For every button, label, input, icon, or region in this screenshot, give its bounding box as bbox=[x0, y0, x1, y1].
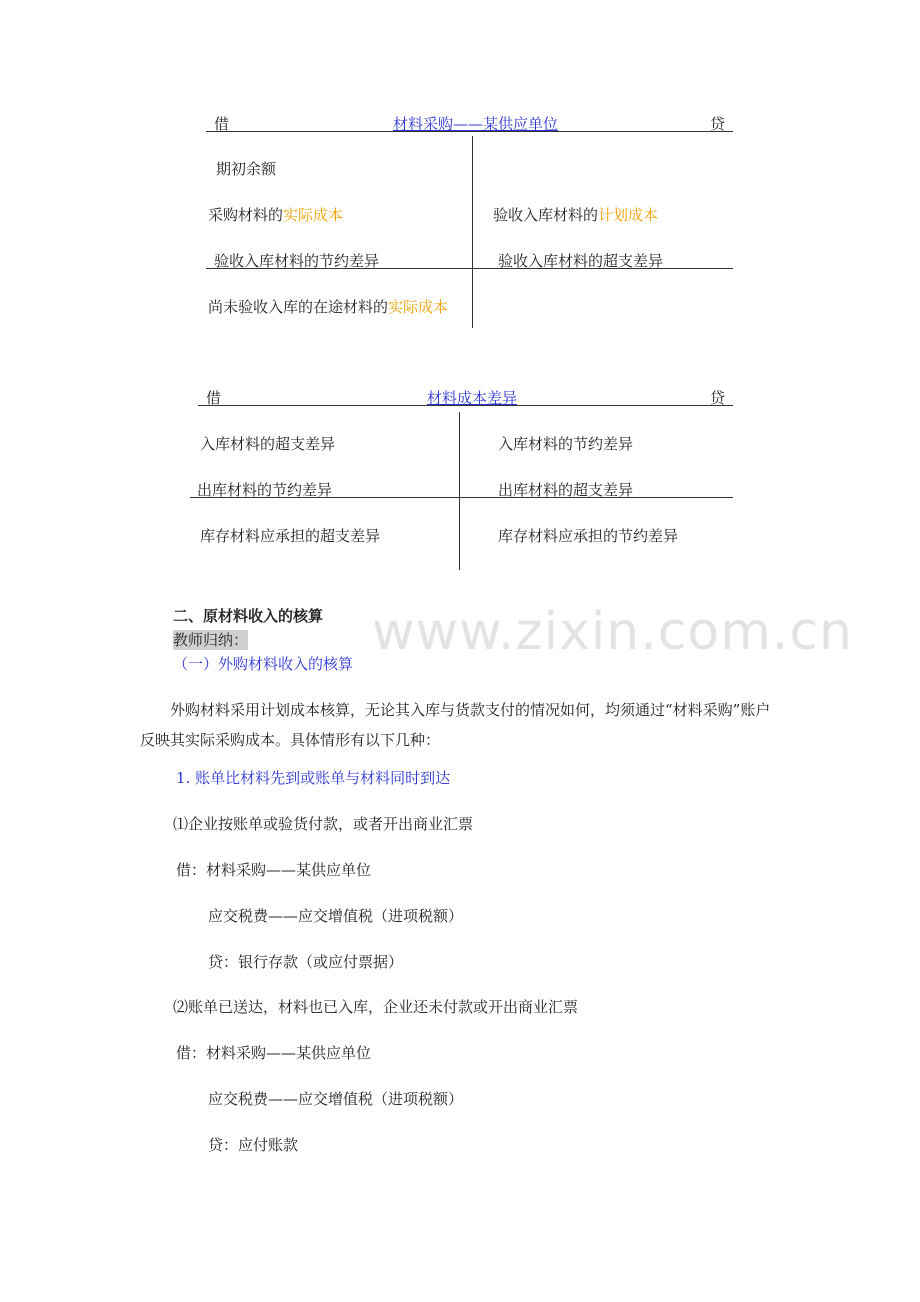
case-1-debit: 借：材料采购——某供应单位 bbox=[176, 861, 372, 879]
credit-label: 贷 bbox=[710, 115, 726, 133]
saving-entry: 验收入库材料的节约差异 bbox=[214, 252, 380, 270]
account-divider bbox=[472, 136, 473, 328]
account-title: 材料采购——某供应单位 bbox=[393, 115, 559, 133]
overrun-entry: 验收入库材料的超支差异 bbox=[498, 252, 664, 270]
transit-entry bbox=[208, 297, 448, 317]
case-2-debit: 借：材料采购——某供应单位 bbox=[176, 1044, 372, 1062]
account-divider bbox=[459, 412, 460, 570]
left-entry-2: 出库材料的节约差异 bbox=[197, 481, 333, 499]
right-entry-2: 出库材料的超支差异 bbox=[498, 481, 634, 499]
received-entry bbox=[493, 205, 658, 225]
section-heading: 二、原材料收入的核算 bbox=[173, 607, 324, 625]
opening-balance: 期初余额 bbox=[216, 160, 277, 178]
account-top-rule bbox=[206, 131, 733, 132]
purchase-entry bbox=[208, 205, 343, 225]
transit-highlight: 实际成本 bbox=[388, 298, 449, 316]
case-2-title: ⑵账单已送达，材料也已入库，企业还未付款或开出商业汇票 bbox=[173, 998, 579, 1016]
case-1-tax: 应交税费——应交增值税（进项税额） bbox=[208, 907, 464, 925]
case-1-credit: 贷：银行存款（或应付票据） bbox=[208, 953, 404, 971]
purchase-highlight: 实际成本 bbox=[283, 206, 344, 224]
account-top-rule bbox=[198, 405, 733, 406]
received-text: 验收入库材料的 bbox=[493, 206, 599, 224]
left-entry-1: 入库材料的超支差异 bbox=[200, 435, 336, 453]
right-entry-3: 库存材料应承担的节约差异 bbox=[498, 527, 679, 545]
teacher-summary-label: 教师归纳： bbox=[173, 631, 249, 649]
right-entry-1: 入库材料的节约差异 bbox=[498, 435, 634, 453]
sub-heading: （一）外购材料收入的核算 bbox=[173, 655, 354, 673]
case-2-credit: 贷：应付账款 bbox=[208, 1136, 299, 1154]
left-entry-3: 库存材料应承担的超支差异 bbox=[200, 527, 381, 545]
item-1-heading: 1. 账单比材料先到或账单与材料同时到达 bbox=[176, 769, 451, 787]
received-highlight: 计划成本 bbox=[598, 206, 659, 224]
account-title: 材料成本差异 bbox=[427, 389, 518, 407]
intro-paragraph: 外购材料采用计划成本核算，无论其入库与货款支付的情况如何，均须通过“材料采购”账户反映其实际采购成本。具体情形有以下几种： bbox=[140, 701, 771, 749]
transit-text: 尚未验收入库的在途材料的 bbox=[208, 298, 389, 316]
case-2-tax: 应交税费——应交增值税（进项税额） bbox=[208, 1090, 464, 1108]
debit-label: 借 bbox=[214, 115, 230, 133]
case-1-title: ⑴企业按账单或验货付款，或者开出商业汇票 bbox=[173, 815, 474, 833]
watermark: www.zixin.com.cn bbox=[372, 602, 853, 662]
debit-label: 借 bbox=[206, 389, 222, 407]
purchase-text: 采购材料的 bbox=[208, 206, 284, 224]
credit-label: 贷 bbox=[710, 389, 726, 407]
